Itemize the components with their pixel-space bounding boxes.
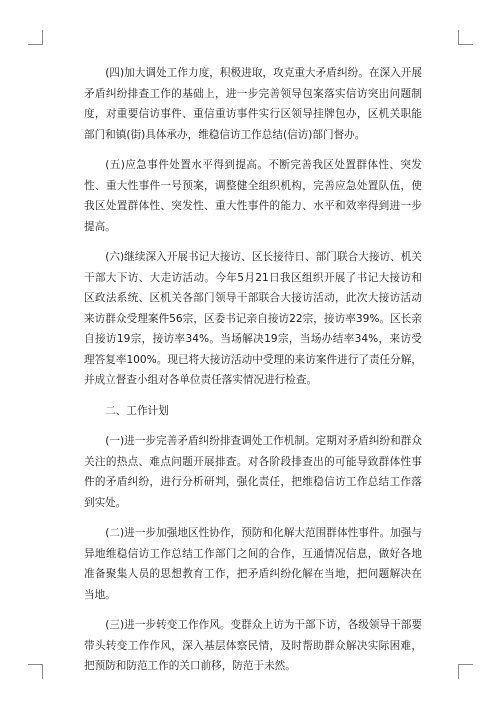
crop-mark-bottom-left (28, 664, 43, 679)
paragraph-item-5: (五)应急事件处置水平得到提高。不断完善我区处置群体性、突发性、重大性事件一号预案，调整健全组织机构，完善应急处置队伍，使我区处置群体性、突发性、重大性事件的能力、水平和效率得到进一步提高。 (84, 159, 422, 233)
plan-item-3: (三)进一步转变工作作风。变群众上访为干部下访，各级领导干部要带头转变工作作风，深入基层体察民情，及时帮助群众解决实际困难，把预防和防范工作的关口前移，防范于未然。 (84, 619, 422, 672)
plan-item-2: (二)进一步加强地区性协作，预防和化解大范围群体性事件。加强与异地维稳信访工作总结工作部门之间的合作，互通情况信息，做好各地准备聚集人员的思想教育工作，把矛盾纠纷化解在当地，把问题解决在当地。 (84, 527, 422, 601)
crop-mark-top-left (28, 30, 43, 45)
crop-mark-top-right (458, 30, 473, 45)
crop-mark-bottom-right (458, 664, 473, 679)
paragraph-item-6: (六)继续深入开展书记大接访、区长接待日、部门联合大接访、机关干部大下访、大走访活动。今年5月21日我区组织开展了书记大接访和区政法系统、区机关各部门领导干部联合大接访活动，此次大接访活动来访群众受理案件56宗，区委书记亲自接访22宗，接访率39%。区长亲自接访19宗，接访率34%。当场解决19宗，当场办结率34%，来访受理答复率100%。现已将大接访活动中受理的来访案件进行了责任分解，并成立督查小组对各单位责任落实情况进行检查。 (84, 251, 422, 386)
document-body (84, 63, 422, 687)
section-heading-work-plan: 二、工作计划 (105, 404, 169, 417)
plan-item-1: (一)进一步完善矛盾纠纷排查调处工作机制。定期对矛盾纠纷和群众关注的热点、难点问题开展排查。对各阶段排查出的可能导致群体性事件的矛盾纠纷，进行分析研判，强化责任，把维稳信访工作总结工作落到实处。 (84, 435, 422, 509)
paragraph-item-4: (四)加大调处工作力度，积极进取，攻克重大矛盾纠纷。在深入开展矛盾纠纷排查工作的基础上，进一步完善领导包案落实信访突出问题制度，对重要信访事件、重信重访事件实行区领导挂牌包办，区机关职能部门和镇(街)具体承办，维稳信访工作总结(信访)部门督办。 (84, 67, 422, 141)
